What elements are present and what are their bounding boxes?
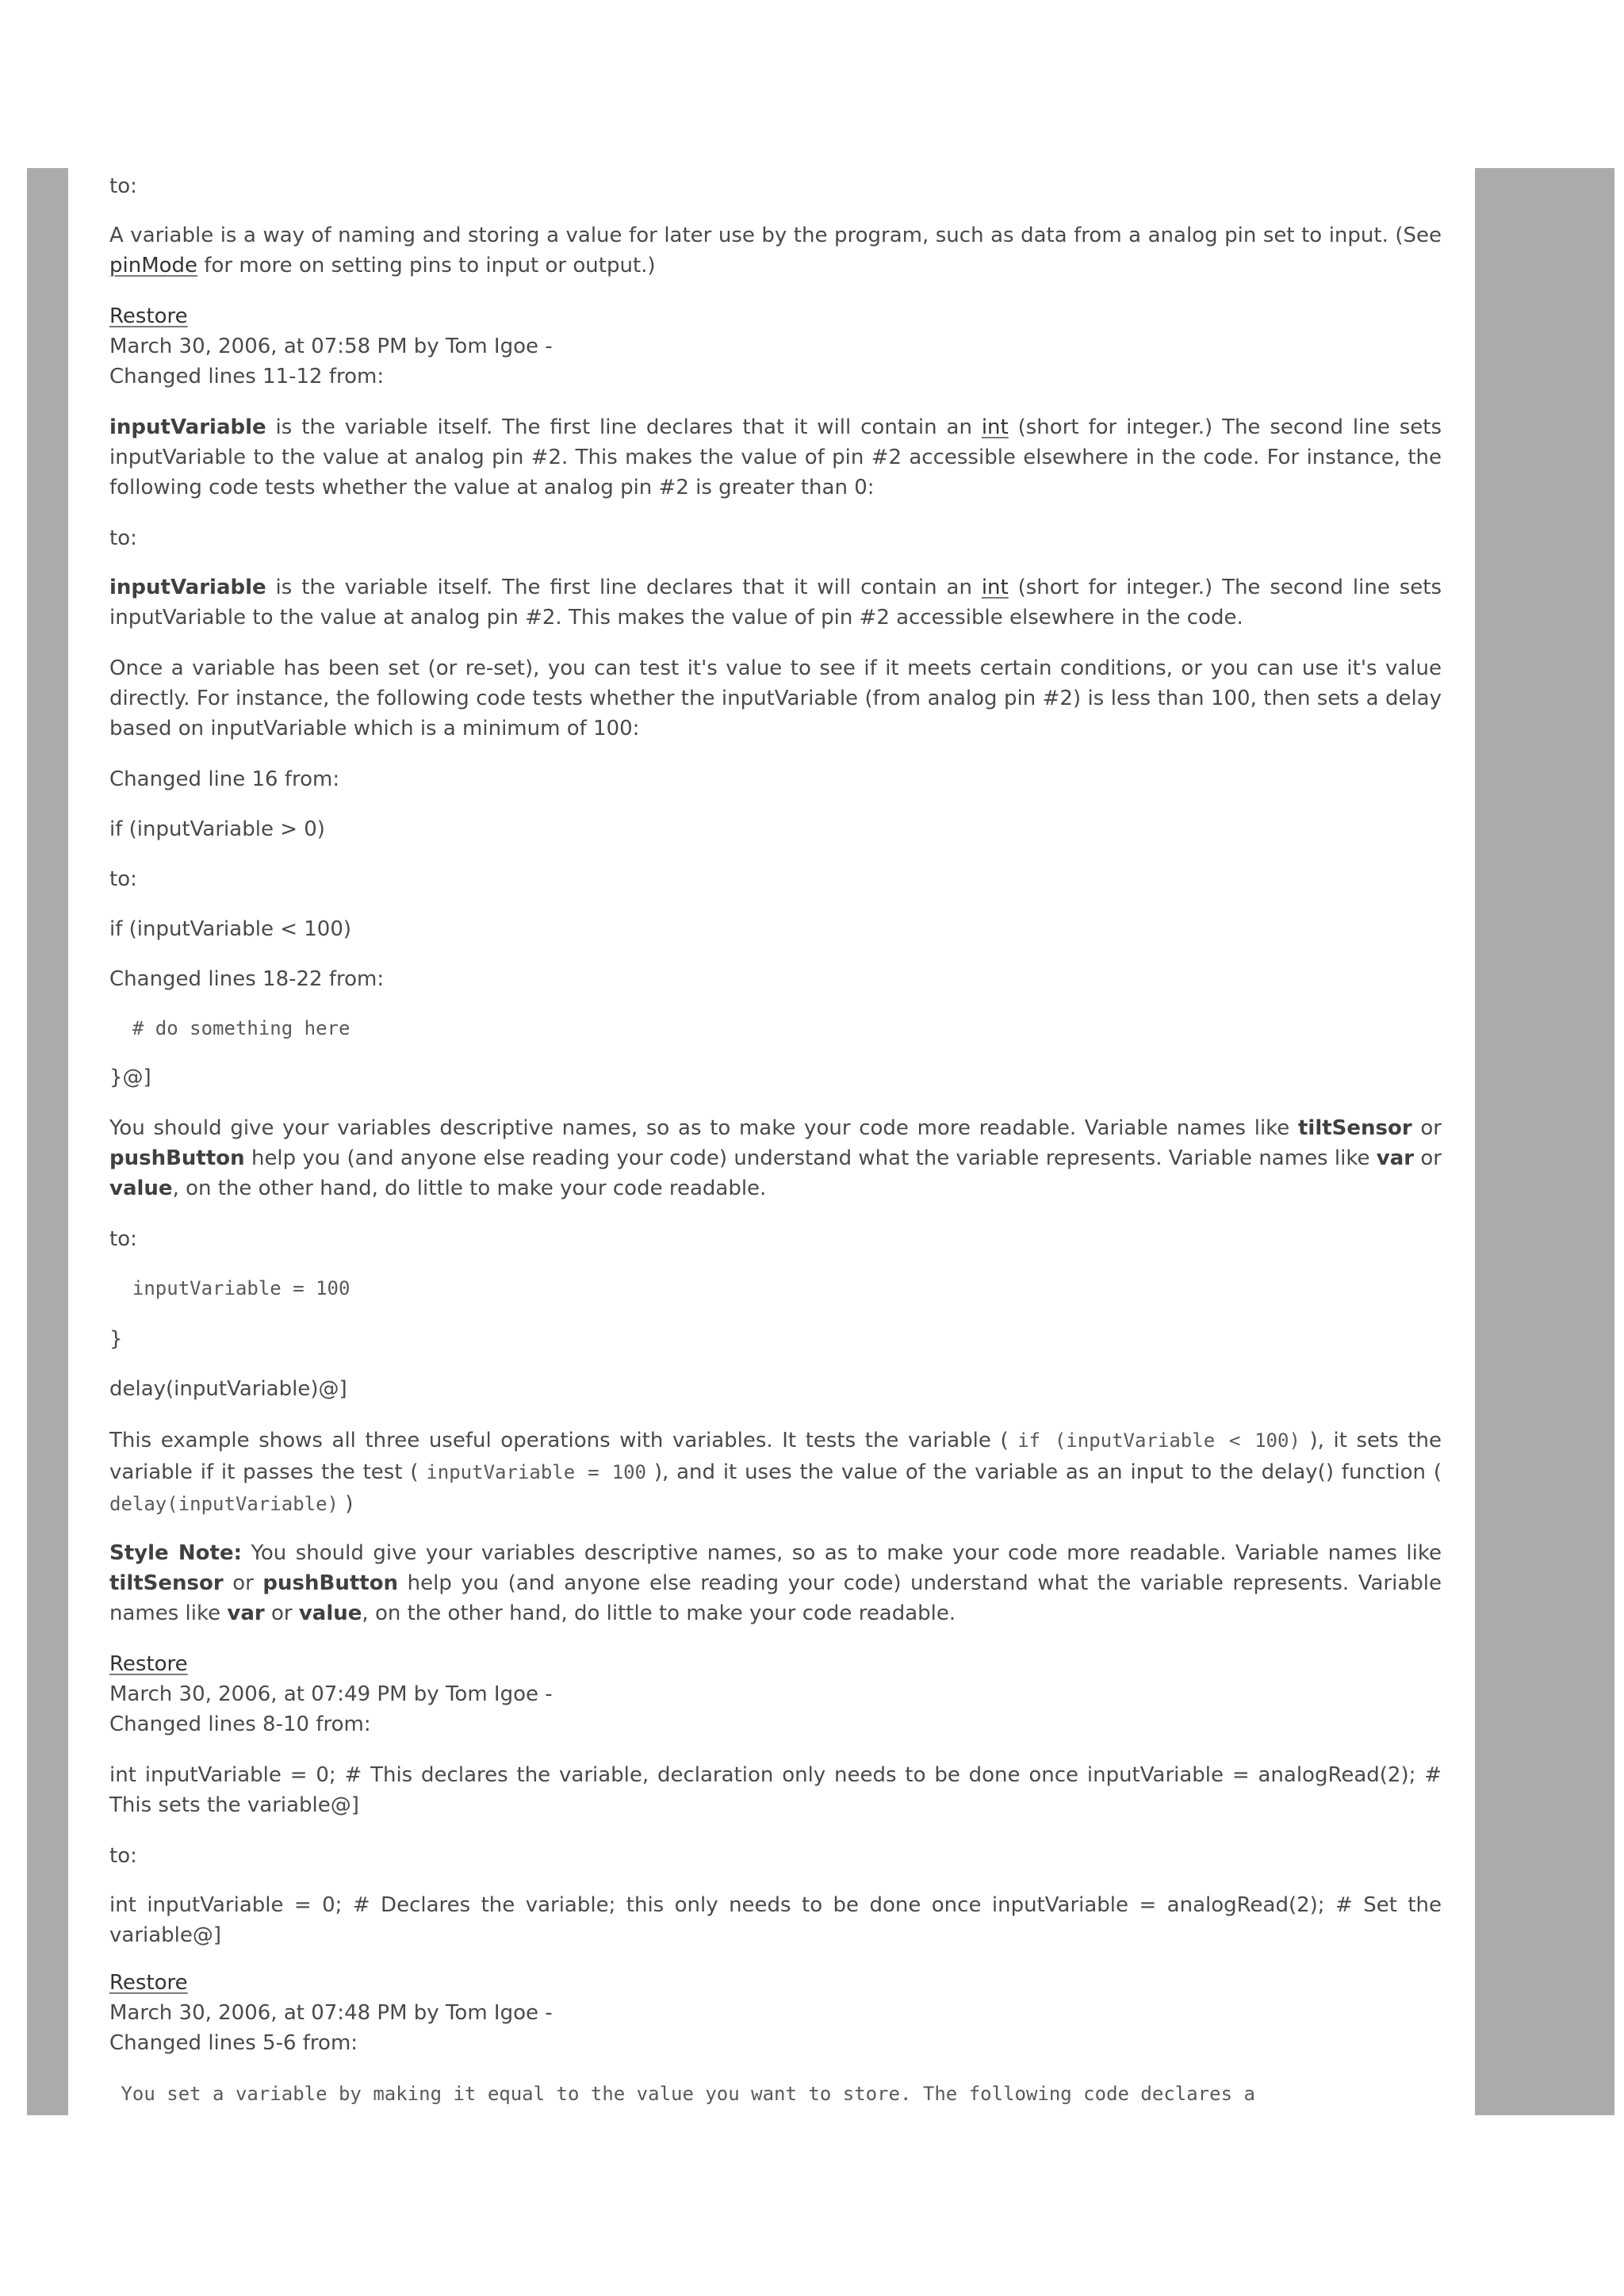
- bold-term: var: [227, 1601, 265, 1625]
- bold-term: tiltSensor: [109, 1571, 224, 1595]
- text: help you (and anyone else reading your code) understand what the variable represents. Variable names like: [109, 1571, 1442, 1625]
- text: You should give your variables descriptive names, so as to make your code more readable. Variable names like: [242, 1541, 1442, 1565]
- paragraph-if-new: if (inputVariable < 100): [109, 917, 352, 941]
- inline-code: inputVariable = 100: [426, 1461, 646, 1483]
- left-gray-bar: [27, 168, 68, 2115]
- inline-code: if (inputVariable < 100): [1017, 1429, 1300, 1452]
- revision-entry-3: [109, 1968, 1442, 2058]
- text: is the variable itself. The first line declares that it will contain an: [266, 415, 982, 439]
- bold-term: value: [298, 1601, 362, 1625]
- revision-changed-1: Changed lines 11-12 from:: [109, 365, 385, 388]
- paragraph-close-brace-2: }: [109, 1327, 123, 1351]
- text: ): [338, 1492, 354, 1516]
- paragraph-to-5: to:: [109, 1844, 137, 1868]
- text: (short for integer.) The second line sets inputVariable to the value at analog pin #2. This makes the value of pin #2 accessible elsewhere in the code.: [109, 576, 1442, 629]
- int-link-2[interactable]: int: [981, 576, 1009, 599]
- bold-term: inputVariable: [109, 576, 266, 599]
- text: or: [264, 1601, 299, 1625]
- revision-meta-3: March 30, 2006, at 07:48 PM by Tom Igoe -: [109, 2001, 553, 2025]
- text: You should give your variables descriptive names, so as to make your code more readable. Variable names like: [109, 1116, 1298, 1140]
- restore-link-3[interactable]: Restore: [109, 1971, 188, 1995]
- revision-changed-2: Changed lines 8-10 from:: [109, 1712, 371, 1736]
- paragraph-if-old: if (inputVariable > 0): [109, 817, 325, 841]
- text: is the variable itself. The first line declares that it will contain an: [266, 576, 982, 599]
- bold-term: value: [109, 1177, 173, 1200]
- paragraph-inputvariable-old: [109, 412, 1442, 503]
- paragraph-inputvariable-new: [109, 572, 1442, 633]
- paragraph-to-4: to:: [109, 1227, 137, 1251]
- revision-entry-2: [109, 1649, 1442, 1739]
- bold-term: var: [1376, 1146, 1415, 1170]
- bold-term: pushButton: [109, 1146, 245, 1170]
- text: ), and it uses the value of the variable as an input to the delay() function (: [646, 1460, 1442, 1484]
- right-gray-bar: [1475, 168, 1614, 2115]
- paragraph-delay: delay(inputVariable)@]: [109, 1377, 347, 1401]
- revision-changed-3: Changed lines 5-6 from:: [109, 2031, 358, 2055]
- paragraph-changed-line-16: Changed line 16 from:: [109, 767, 340, 791]
- bold-term: tiltSensor: [1297, 1116, 1412, 1140]
- revision-entry-1: [109, 301, 1442, 392]
- paragraph-naming-old: [109, 1113, 1442, 1203]
- text: (short for integer.) The second line sets inputVariable to the value at analog pin #2. This makes the value of pin #2 accessible elsewhere in the code. For instance, the following code tests whether the value at analog pin #2 is greater than 0:: [109, 415, 1442, 499]
- text: or: [223, 1571, 263, 1595]
- text: This example shows all three useful operations with variables. It tests the variable (: [109, 1429, 1018, 1452]
- code-block-set-variable: You set a variable by making it equal to the value you want to store. The following code declares a: [109, 2083, 1255, 2105]
- text: for more on setting pins to input or output.): [197, 254, 656, 277]
- code-block-do-something: # do something here: [109, 1017, 350, 1039]
- bold-term: pushButton: [262, 1571, 399, 1595]
- text: , on the other hand, do little to make your code readable.: [172, 1177, 767, 1200]
- revision-meta-2: March 30, 2006, at 07:49 PM by Tom Igoe -: [109, 1682, 553, 1706]
- code-block-input-variable: inputVariable = 100: [109, 1277, 350, 1299]
- inline-code: delay(inputVariable): [109, 1493, 339, 1515]
- paragraph-to-3: to:: [109, 867, 137, 891]
- int-link-1[interactable]: int: [981, 415, 1009, 439]
- restore-link-1[interactable]: Restore: [109, 304, 188, 328]
- text: ), it sets the variable if it passes the test (: [109, 1429, 1442, 1484]
- paragraph-changed-lines-18-22: Changed lines 18-22 from:: [109, 967, 385, 991]
- style-note-label: Style Note:: [109, 1541, 242, 1565]
- text: help you (and anyone else reading your code) understand what the variable represents. Variable names like: [244, 1146, 1377, 1170]
- paragraph-three-operations: [109, 1425, 1442, 1520]
- restore-link-2[interactable]: Restore: [109, 1652, 188, 1676]
- text: or: [1411, 1116, 1442, 1140]
- paragraph-style-note: [109, 1538, 1442, 1628]
- paragraph-close-brace-1: }@]: [109, 1066, 151, 1089]
- paragraph-to-1: to:: [109, 174, 137, 198]
- text: A variable is a way of naming and storing a value for later use by the program, such as data from a analog pin set to input. (See: [109, 224, 1442, 247]
- bold-term: inputVariable: [109, 415, 266, 439]
- paragraph-to-2: to:: [109, 526, 137, 550]
- text: , on the other hand, do little to make your code readable.: [362, 1601, 956, 1625]
- revision-meta-1: March 30, 2006, at 07:58 PM by Tom Igoe -: [109, 335, 553, 358]
- paragraph-variable-intro: [109, 220, 1442, 281]
- paragraph-declaration-old: int inputVariable = 0; # This declares the variable, declaration only needs to be done once inputVariable = analogRead(2); # This sets the variable@]: [109, 1763, 1442, 1817]
- pinmode-link[interactable]: pinMode: [109, 254, 198, 277]
- paragraph-declaration-new: int inputVariable = 0; # Declares the variable; this only needs to be done once inputVariable = analogRead(2); # Set the variable@]: [109, 1893, 1442, 1947]
- text: or: [1414, 1146, 1442, 1170]
- paragraph-test-value: Once a variable has been set (or re-set), you can test it's value to see if it meets certain conditions, or you can use it's value directly. For instance, the following code tests whether the inputVariable (from analog pin #2) is less than 100, then sets a delay based on inputVariable which is a minimum of 100:: [109, 656, 1442, 740]
